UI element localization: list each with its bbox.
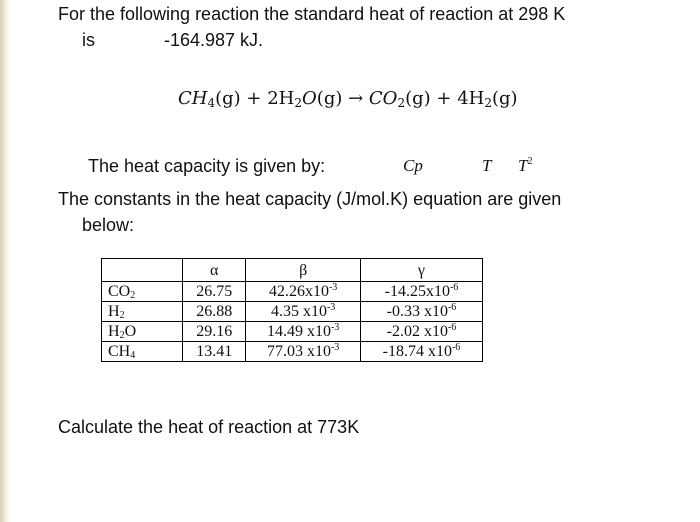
table-row — [102, 302, 483, 322]
ch4-subscript: 4 — [207, 96, 216, 110]
heat-of-reaction-value: -164.987 kJ. — [164, 30, 264, 50]
t-squared-symbol — [518, 156, 532, 176]
gamma-mantissa: -0.33 x10 — [386, 303, 448, 320]
species-sub: 2 — [119, 310, 125, 321]
reaction-equation — [178, 88, 518, 109]
co2-phase: (g) — [405, 88, 431, 109]
alpha-cell: 26.75 — [183, 282, 246, 302]
beta-exponent: -3 — [326, 302, 336, 313]
beta-cell — [246, 342, 361, 362]
plus-sign-2: + — [430, 88, 458, 109]
gamma-exponent: -6 — [449, 282, 459, 293]
constants-line-2: below: — [82, 215, 135, 235]
constants-line-1: The constants in the heat capacity (J/mol.K) equation are given — [58, 189, 562, 209]
beta-cell — [246, 302, 361, 322]
heat-capacity-table — [101, 258, 483, 362]
table-row — [102, 322, 483, 342]
t-squared-base: T — [518, 156, 528, 175]
t-symbol: T — [482, 156, 492, 175]
h2o-phase: (g) — [316, 88, 343, 109]
species-cell — [102, 302, 183, 322]
h2o-coefficient: 2H — [267, 88, 295, 109]
h2-subscript: 2 — [484, 96, 492, 110]
header-species — [102, 259, 183, 282]
t-squared-exponent: 2 — [527, 156, 533, 167]
gamma-exponent: -6 — [451, 342, 461, 353]
beta-cell — [246, 282, 361, 302]
table-row — [102, 342, 483, 362]
gamma-cell — [360, 302, 482, 322]
cp-symbol: Cp — [403, 156, 423, 175]
co2-species: CO — [368, 88, 398, 109]
page-left-edge — [0, 0, 10, 522]
beta-mantissa: 14.49 x10 — [266, 323, 331, 340]
species-cell — [102, 282, 183, 302]
reaction-arrow: → — [342, 88, 369, 109]
co2-subscript: 2 — [397, 96, 406, 110]
gamma-mantissa: -14.25x10 — [384, 283, 450, 300]
beta-mantissa: 4.35 x10 — [270, 303, 327, 320]
species-base: H — [108, 303, 120, 320]
gamma-cell — [360, 282, 482, 302]
header-gamma: γ — [360, 259, 482, 282]
header-alpha: α — [183, 259, 246, 282]
beta-mantissa: 77.03 x10 — [266, 343, 331, 360]
table-header-row — [102, 259, 483, 282]
h2-coefficient: 4H — [457, 88, 485, 109]
species-base: CO — [108, 283, 131, 300]
gamma-mantissa: -2.02 x10 — [386, 323, 448, 340]
beta-mantissa: 42.26x10 — [268, 283, 329, 300]
ch4-species: CH — [178, 88, 208, 109]
gamma-exponent: -6 — [447, 322, 457, 333]
species-cell — [102, 342, 183, 362]
species-cell — [102, 322, 183, 342]
species-base: H — [108, 323, 120, 340]
table-row — [102, 282, 483, 302]
h2o-subscript: 2 — [294, 96, 303, 110]
gamma-cell — [360, 322, 482, 342]
beta-exponent: -3 — [330, 342, 340, 353]
gamma-mantissa: -18.74 x10 — [382, 343, 452, 360]
beta-exponent: -3 — [330, 322, 340, 333]
species-base: CH — [108, 343, 131, 360]
h2-phase: (g) — [491, 88, 518, 109]
species-rest: O — [124, 323, 137, 340]
gamma-cell — [360, 342, 482, 362]
header-beta: β — [246, 259, 361, 282]
question-text: Calculate the heat of reaction at 773K — [58, 417, 360, 437]
alpha-cell: 26.88 — [183, 302, 246, 322]
plus-sign-1: + — [240, 88, 268, 109]
gamma-exponent: -6 — [447, 302, 457, 313]
beta-cell — [246, 322, 361, 342]
intro-is: is — [82, 30, 95, 50]
alpha-cell: 29.16 — [183, 322, 246, 342]
heat-capacity-label: The heat capacity is given by: — [88, 156, 326, 176]
species-sub: 2 — [130, 290, 136, 301]
ch4-phase: (g) — [215, 88, 241, 109]
species-sub: 4 — [130, 350, 136, 361]
alpha-cell: 13.41 — [183, 342, 246, 362]
intro-line-1: For the following reaction the standard heat of reaction at 298 K — [58, 4, 566, 24]
beta-exponent: -3 — [328, 282, 338, 293]
species-sub: 2 — [119, 330, 125, 341]
h2o-oxygen: O — [302, 88, 317, 109]
